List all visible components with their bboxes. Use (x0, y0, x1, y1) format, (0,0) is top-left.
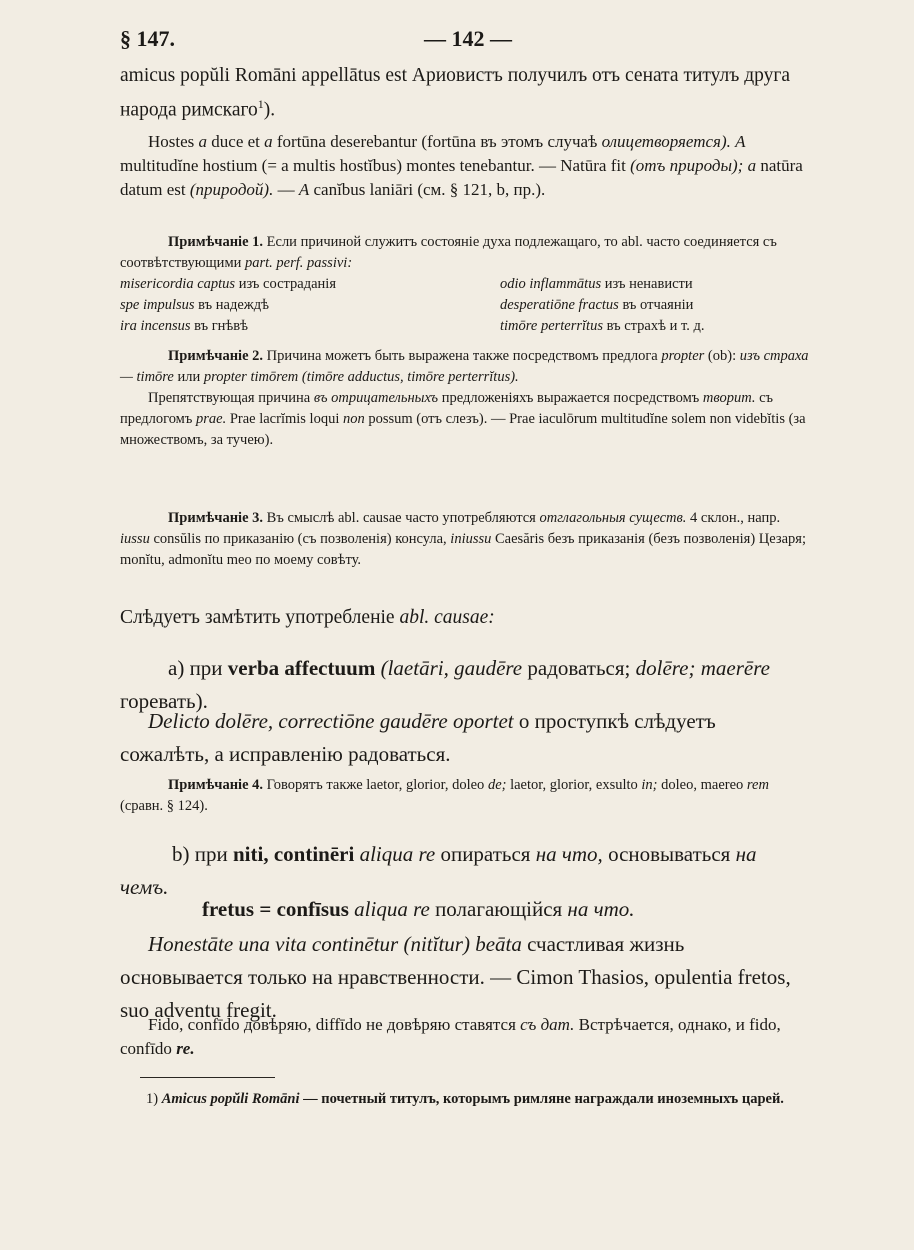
table-row-1-left (120, 274, 500, 295)
text: изъ ненависти (601, 276, 693, 292)
text: rem (746, 777, 769, 793)
text: на что. (567, 897, 635, 921)
text: ira incensus (120, 318, 191, 334)
text: на что, (535, 842, 603, 866)
text: въ надеждѣ (194, 297, 270, 313)
text: iussu (120, 531, 150, 547)
table-row-1-right (500, 274, 810, 295)
text: опираться (435, 842, 536, 866)
text: in; (641, 777, 658, 793)
opening-text: amicus popŭli Romāni appellātus est Ариовистъ получилъ отъ сената титулъ друга народа римскаго (120, 65, 791, 121)
text: part. perf. passivi: (245, 255, 353, 271)
text: b) при (172, 842, 233, 866)
text: multitudĭne hostium (= a multis hostĭbus) montes tenebantur. — Natūra fit (120, 156, 631, 175)
text: natūra datum est (120, 156, 803, 199)
text: Встрѣчается, однако, и fido, confīdo (120, 1015, 781, 1058)
opening-paragraph (120, 62, 810, 125)
text: consŭlis по приказанію (съ позволенія) консула, (149, 531, 451, 547)
text: а (747, 156, 757, 175)
intro-line (120, 604, 810, 632)
text: изъ страха — timōre (120, 348, 809, 385)
example-delicto (120, 705, 810, 771)
text: полагающійся (429, 897, 568, 921)
text: misericordia captus (120, 276, 236, 292)
text: горевать). (120, 689, 208, 713)
text: niti, continēri (232, 842, 355, 866)
text: propter timōrem (timōre adductus, timōre perterrĭtus). (203, 369, 519, 385)
text: — почетный титулъ, которымъ римляне награждали иноземныхъ царей. (299, 1091, 784, 1107)
text: творит. (702, 390, 756, 406)
text: олицетворяется). (601, 132, 731, 151)
note-2-text (120, 346, 810, 388)
text: въ гнѣвѣ (190, 318, 249, 334)
text: счастливая жизнь основывается только на нравственности. — Cimon Thasios, opulentia fretos, suo adventu fregit. (120, 932, 791, 1022)
text: dolēre; maerēre (635, 656, 770, 680)
text: — (273, 180, 299, 199)
text: (laetāri, gaudēre (380, 656, 523, 680)
text: aliqua re (354, 897, 430, 921)
text: Если причиной служитъ состояніе духа подлежащаго, то abl. часто соединяется съ соотвѣтствующими (120, 234, 777, 271)
text: a) при (168, 656, 228, 680)
note-3 (120, 508, 810, 571)
text: canĭbus laniāri (см. § 121, b, пр.). (309, 180, 546, 199)
fretus-line (120, 893, 810, 926)
text: предложеніяхъ выражается посредствомъ (438, 390, 703, 406)
text: propter (661, 348, 705, 364)
examples-paragraph (120, 130, 810, 202)
text: aliqua re (359, 842, 436, 866)
text: Слѣдуетъ замѣтить употребленіе (120, 607, 400, 628)
text: (природой). (189, 180, 274, 199)
note-4 (120, 775, 810, 817)
text: А (298, 180, 310, 199)
note-2 (120, 346, 810, 451)
text: Говорятъ также laetor, glorior, doleo (263, 777, 488, 793)
text: Причина можетъ быть выражена также посредствомъ предлога (263, 348, 662, 364)
text: de; (487, 777, 507, 793)
text: съ дат. (520, 1015, 575, 1034)
table-row-2-left (120, 295, 500, 316)
note-2-paragraph-2 (120, 388, 810, 451)
text: въ отрицательныхъ (313, 390, 439, 406)
note-3-label: Примѣчаніе 3. (168, 510, 264, 526)
text: (сравн. § 124). (120, 798, 208, 814)
text: на чемъ. (120, 842, 757, 899)
fido-paragraph (120, 1013, 810, 1061)
text: odio inflammātus (500, 276, 602, 292)
text: Въ смыслѣ abl. causae часто употребляются (263, 510, 540, 526)
text: iniussu (450, 531, 492, 547)
text: a (264, 132, 273, 151)
text: possum (отъ слезъ). — Prae iaculōrum multitudĭne solem non videbĭtis (за множествомъ, за тучею). (120, 411, 806, 448)
text: Honestāte una vita continētur (nitĭtur) beāta (148, 932, 522, 956)
text: изъ состраданія (235, 276, 337, 292)
text: fortūna deserebantur (fortūna въ этомъ случаѣ (272, 132, 602, 151)
text: или (173, 369, 204, 385)
text: о проступкѣ слѣдуетъ сожалѣть, а исправленію радоваться. (120, 709, 716, 766)
text: fretus = confīsus (202, 897, 349, 921)
text: duce et (207, 132, 265, 151)
text: abl. causae: (399, 607, 495, 628)
note-1-text (120, 232, 810, 274)
text: отглагольныя существ. (539, 510, 687, 526)
text: desperatiōne fractus (500, 297, 619, 313)
note-4-label: Примѣчаніе 4. (168, 777, 264, 793)
note-2-label: Примѣчаніе 2. (168, 348, 264, 364)
text: Препятствующая причина (148, 390, 314, 406)
text: Amicus popŭli Romāni (161, 1091, 300, 1107)
text: радоваться; (522, 656, 636, 680)
text: А (735, 132, 746, 151)
footnote-mark: 1) (146, 1091, 159, 1107)
table-row-3-left (120, 316, 500, 337)
text: laetor, glorior, exsulto (506, 777, 642, 793)
table-row-2-right (500, 295, 810, 316)
text: spe impulsus (120, 297, 195, 313)
note-1-label: Примѣчаніе 1. (168, 234, 264, 250)
footnote (120, 1089, 810, 1110)
table-row-3-right (500, 316, 810, 337)
text: verba affectuum (227, 656, 376, 680)
note-1-table (120, 274, 810, 337)
text: Hostes (148, 132, 199, 151)
text: (ob): (704, 348, 740, 364)
text: timōre perterrĭtus (500, 318, 603, 334)
text: въ отчаяніи (618, 297, 694, 313)
text: Delicto dolēre, correctiōne gaudēre oportet (148, 709, 514, 733)
text: 4 склон., напр. (686, 510, 781, 526)
text: doleo, maereo (657, 777, 747, 793)
text: Fido, confīdo довѣряю, diffīdo не довѣряю ставятся (148, 1015, 521, 1034)
text: (отъ природы); (630, 156, 744, 175)
text: non (342, 411, 365, 427)
footnote-ref: 1 (257, 97, 264, 111)
text: prae. (195, 411, 227, 427)
text: a (198, 132, 208, 151)
note-1 (120, 232, 810, 337)
opening-tail: ). (263, 99, 276, 121)
text: основываться (602, 842, 736, 866)
text: съ предлогомъ (120, 390, 774, 427)
text: въ страхѣ и т. д. (602, 318, 705, 334)
footnote-divider (140, 1077, 275, 1078)
text: Prae lacrĭmis loqui (226, 411, 343, 427)
text: Caesăris безъ приказанія (безъ позволенія) Цезаря; monĭtu, admonĭtu meo по моему совѣту. (120, 531, 806, 568)
page-number: — 142 — (424, 26, 512, 51)
text: re. (176, 1039, 195, 1058)
section-number: § 147. (120, 26, 175, 51)
